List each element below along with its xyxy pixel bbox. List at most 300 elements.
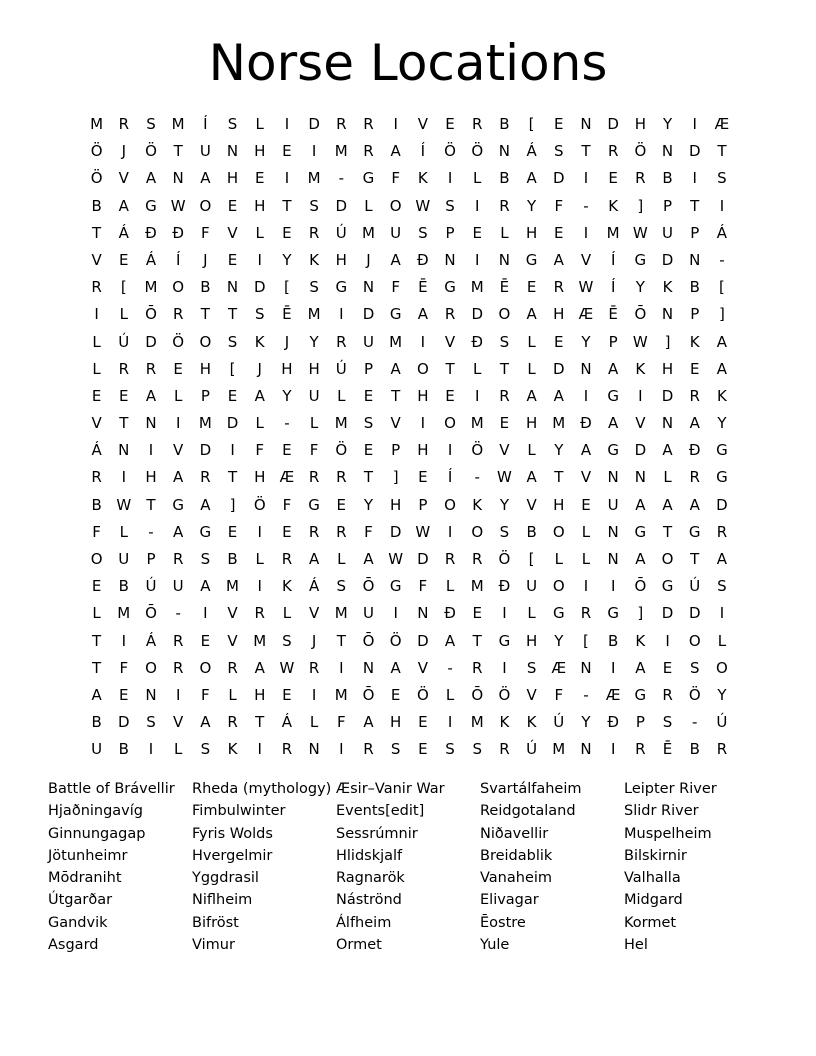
grid-letter: E xyxy=(254,169,265,188)
word-item: Muspelheim xyxy=(624,825,712,842)
grid-letter: Y xyxy=(363,495,374,514)
grid-letter: L xyxy=(228,685,237,704)
grid-letter: Ö xyxy=(253,495,266,514)
grid-letter: R xyxy=(118,359,129,378)
grid-letter: N xyxy=(498,142,511,161)
grid-letter: S xyxy=(146,115,156,133)
grid-letter: E xyxy=(91,386,102,405)
grid-letter: E xyxy=(227,196,238,215)
grid-letter: B xyxy=(499,115,510,133)
grid-letter: A xyxy=(689,495,700,514)
grid-letter: M xyxy=(361,223,375,242)
grid-letter: H xyxy=(417,441,429,460)
grid-letter: T xyxy=(445,359,455,378)
grid-letter: F xyxy=(255,441,265,460)
grid-letter: A xyxy=(390,250,401,269)
grid-row xyxy=(83,492,736,519)
grid-letter: S xyxy=(526,658,537,677)
grid-letter: H xyxy=(553,495,565,514)
grid-letter: T xyxy=(227,468,238,487)
grid-letter: A xyxy=(200,577,211,596)
grid-letter: N xyxy=(607,522,619,541)
grid-letter: R xyxy=(172,305,184,324)
grid-letter: R xyxy=(308,223,320,242)
grid-letter: R xyxy=(635,169,646,188)
grid-letter: F xyxy=(418,577,428,596)
grid-letter: Ō xyxy=(362,577,375,596)
grid-letter: N xyxy=(118,441,130,460)
grid-letter: F xyxy=(201,223,210,242)
grid-letter: - xyxy=(692,713,698,732)
letter-grid xyxy=(83,111,736,764)
grid-row xyxy=(83,301,736,328)
grid-letter: Á xyxy=(145,631,157,650)
grid-letter: D xyxy=(471,305,483,324)
word-item: Náströnd xyxy=(336,892,402,909)
grid-letter: A xyxy=(173,468,184,487)
grid-row xyxy=(83,193,736,220)
grid-letter: I xyxy=(583,386,589,405)
grid-letter: [ xyxy=(120,278,127,297)
grid-letter: L xyxy=(527,604,536,623)
grid-letter: E xyxy=(526,278,537,297)
grid-letter: R xyxy=(308,522,320,541)
grid-letter: S xyxy=(227,332,238,351)
grid-letter: S xyxy=(200,550,211,568)
grid-letter: U xyxy=(362,604,374,623)
word-item: Vanaheim xyxy=(480,870,553,887)
grid-letter: I xyxy=(339,658,344,677)
grid-letter: R xyxy=(363,115,374,133)
grid-letter: E xyxy=(445,386,455,405)
grid-letter: [ xyxy=(283,278,290,297)
word-item: Rheda (mythology) xyxy=(192,781,332,797)
grid-letter: R xyxy=(689,468,700,487)
grid-letter: L xyxy=(92,332,101,351)
word-item: Yule xyxy=(480,937,510,954)
grid-letter: U xyxy=(390,223,402,242)
grid-letter: P xyxy=(690,305,700,324)
grid-letter: B xyxy=(689,278,700,297)
grid-letter: H xyxy=(525,631,538,650)
grid-letter: M xyxy=(552,414,566,433)
grid-letter: D xyxy=(253,278,266,297)
grid-letter: Ú xyxy=(553,713,565,732)
grid-letter: N xyxy=(226,142,239,161)
grid-letter: V xyxy=(580,250,592,269)
grid-letter: A xyxy=(118,196,129,215)
grid-letter: Ú xyxy=(145,577,157,596)
grid-letter: E xyxy=(173,359,183,378)
grid-letter: M xyxy=(334,604,348,623)
grid-letter: W xyxy=(116,495,132,514)
grid-letter: S xyxy=(309,278,319,297)
word-item: Fyris Wolds xyxy=(192,825,273,842)
grid-letter: I xyxy=(610,658,616,677)
grid-letter: A xyxy=(635,658,646,677)
grid-letter: H xyxy=(553,305,565,324)
grid-letter: A xyxy=(308,550,320,568)
grid-letter: V xyxy=(308,604,320,623)
grid-letter: Ō xyxy=(471,685,484,704)
grid-letter: B xyxy=(227,550,238,568)
grid-letter: W xyxy=(578,278,594,297)
word-column xyxy=(480,778,624,956)
grid-letter: B xyxy=(200,278,211,297)
word-item: Gandvik xyxy=(48,914,108,931)
grid-letter: E xyxy=(445,115,455,133)
word-column xyxy=(336,778,480,956)
grid-letter: W xyxy=(388,550,404,568)
grid-letter: E xyxy=(363,386,374,405)
grid-letter: Ð xyxy=(471,332,484,351)
grid-letter: L xyxy=(554,550,563,568)
grid-letter: R xyxy=(499,386,510,405)
grid-row xyxy=(83,600,736,627)
grid-letter: S xyxy=(390,740,401,759)
grid-letter: L xyxy=(717,631,727,650)
grid-letter: [ xyxy=(229,359,236,378)
grid-letter: V xyxy=(444,332,456,351)
grid-letter: Á xyxy=(308,577,320,596)
grid-letter: L xyxy=(255,223,264,242)
grid-letter: N xyxy=(580,740,592,759)
grid-letter: O xyxy=(90,550,103,568)
grid-letter: Y xyxy=(717,685,727,704)
grid-letter: Ö xyxy=(145,142,157,161)
grid-letter: F xyxy=(336,713,346,732)
grid-letter: W xyxy=(632,332,648,351)
grid-letter: W xyxy=(170,196,186,215)
grid-letter: P xyxy=(418,495,428,514)
grid-letter: V xyxy=(91,250,102,269)
grid-letter: T xyxy=(581,142,591,161)
grid-letter: R xyxy=(662,685,673,704)
grid-letter: P xyxy=(608,332,618,351)
grid-letter: G xyxy=(362,169,375,188)
grid-letter: D xyxy=(417,550,429,568)
grid-letter: N xyxy=(444,250,456,269)
grid-letter: A xyxy=(173,522,184,541)
grid-letter: H xyxy=(634,115,646,133)
grid-letter: - xyxy=(447,658,453,677)
word-item: Vimur xyxy=(192,937,235,954)
grid-letter: P xyxy=(391,441,401,460)
grid-letter: Ō xyxy=(362,631,375,650)
grid-letter: E xyxy=(472,604,482,623)
grid-letter: Ē xyxy=(282,305,292,324)
grid-letter: Æ xyxy=(714,115,730,133)
word-list xyxy=(48,778,768,956)
grid-letter: A xyxy=(662,441,673,460)
grid-letter: A xyxy=(526,468,537,487)
grid-letter: Ö xyxy=(634,142,647,161)
grid-letter: R xyxy=(336,332,347,351)
grid-letter: Ō xyxy=(634,577,647,596)
grid-letter: D xyxy=(145,332,157,351)
word-item: Niðavellir xyxy=(480,825,549,842)
grid-letter: O xyxy=(199,332,212,351)
grid-row xyxy=(83,247,736,274)
grid-letter: M xyxy=(307,169,321,188)
grid-letter: Ú xyxy=(335,359,347,378)
grid-letter: ] xyxy=(637,604,644,623)
grid-letter: E xyxy=(390,685,401,704)
grid-letter: U xyxy=(526,577,538,596)
grid-letter: Ō xyxy=(362,685,375,704)
grid-letter: N xyxy=(145,414,157,433)
grid-letter: T xyxy=(391,386,401,405)
grid-letter: H xyxy=(417,386,429,405)
grid-letter: V xyxy=(227,631,238,650)
grid-letter: D xyxy=(118,713,130,732)
grid-letter: G xyxy=(634,685,647,704)
grid-letter: T xyxy=(336,631,346,650)
grid-letter: I xyxy=(692,169,697,188)
grid-letter: E xyxy=(418,468,428,487)
grid-row xyxy=(83,165,736,192)
grid-letter: M xyxy=(470,713,484,732)
grid-letter: G xyxy=(308,495,320,514)
word-item: Útgarðar xyxy=(48,892,113,909)
grid-letter: N xyxy=(362,278,375,297)
grid-letter: L xyxy=(119,522,128,541)
grid-letter: A xyxy=(200,713,211,732)
grid-letter: V xyxy=(526,685,537,704)
grid-letter: V xyxy=(227,604,238,623)
word-item: Svartálfaheim xyxy=(480,781,582,797)
grid-letter: P xyxy=(200,386,210,405)
word-column xyxy=(624,778,768,956)
grid-letter: A xyxy=(553,250,564,269)
grid-letter: B xyxy=(526,522,537,541)
grid-letter: Ō xyxy=(145,604,157,623)
grid-letter: - xyxy=(583,196,589,215)
grid-letter: S xyxy=(499,332,510,351)
grid-letter: D xyxy=(716,495,728,514)
grid-letter: B xyxy=(499,169,510,188)
grid-letter: O xyxy=(444,495,456,514)
grid-letter: L xyxy=(92,359,101,378)
grid-letter: T xyxy=(146,495,156,514)
grid-letter: H xyxy=(308,359,320,378)
grid-letter: N xyxy=(661,414,674,433)
grid-letter: B xyxy=(662,169,673,188)
grid-letter: R xyxy=(444,305,456,324)
grid-letter: Y xyxy=(282,250,292,269)
grid-letter: R xyxy=(472,115,483,133)
grid-letter: H xyxy=(254,196,266,215)
grid-letter: L xyxy=(173,740,183,759)
grid-letter: D xyxy=(607,115,619,133)
grid-letter: D xyxy=(661,250,674,269)
grid-letter: Ö xyxy=(688,685,701,704)
grid-letter: H xyxy=(226,169,239,188)
grid-letter: R xyxy=(580,604,592,623)
grid-letter: Ð xyxy=(444,604,456,623)
grid-letter: L xyxy=(309,713,319,732)
grid-letter: J xyxy=(284,332,290,351)
grid-letter: N xyxy=(145,685,157,704)
grid-letter: M xyxy=(334,685,348,704)
grid-letter: I xyxy=(447,713,453,732)
grid-letter: E xyxy=(200,631,211,650)
grid-letter: A xyxy=(145,386,157,405)
grid-letter: H xyxy=(335,250,347,269)
grid-letter: Ö xyxy=(335,441,348,460)
grid-letter: M xyxy=(171,115,185,133)
grid-letter: G xyxy=(199,522,212,541)
grid-letter: A xyxy=(200,169,211,188)
grid-letter: N xyxy=(580,115,592,133)
grid-letter: R xyxy=(336,468,347,487)
grid-letter: M xyxy=(144,278,158,297)
grid-letter: F xyxy=(391,278,400,297)
grid-letter: N xyxy=(580,359,592,378)
grid-letter: B xyxy=(91,196,102,215)
grid-letter: E xyxy=(336,495,347,514)
grid-letter: Í xyxy=(203,115,208,133)
grid-letter: Ð xyxy=(498,577,511,596)
word-item: Hel xyxy=(624,937,648,954)
grid-letter: A xyxy=(716,359,728,378)
grid-letter: Ú xyxy=(335,223,347,242)
grid-letter: L xyxy=(255,414,264,433)
grid-letter: V xyxy=(227,223,238,242)
grid-letter: G xyxy=(525,250,538,269)
grid-letter: ] xyxy=(392,468,399,487)
word-item: Sessrúmnir xyxy=(336,825,418,842)
grid-letter: Y xyxy=(554,631,564,650)
grid-letter: R xyxy=(308,468,320,487)
grid-letter: T xyxy=(227,305,238,324)
grid-letter: O xyxy=(416,359,429,378)
grid-letter: S xyxy=(336,577,347,596)
grid-letter: A xyxy=(417,305,428,324)
grid-letter: E xyxy=(418,740,428,759)
grid-letter: [ xyxy=(583,631,589,650)
grid-letter: D xyxy=(553,169,565,188)
grid-letter: I xyxy=(94,305,99,324)
grid-letter: Ē xyxy=(418,278,428,297)
grid-letter: J xyxy=(311,631,317,650)
grid-letter: O xyxy=(444,414,456,433)
grid-letter: E xyxy=(418,713,428,732)
grid-letter: I xyxy=(311,142,317,161)
grid-letter: D xyxy=(335,196,348,215)
grid-letter: L xyxy=(500,223,509,242)
grid-letter: I xyxy=(610,577,616,596)
grid-letter: G xyxy=(607,386,619,405)
grid-letter: E xyxy=(499,414,510,433)
grid-letter: I xyxy=(583,169,589,188)
grid-letter: G xyxy=(716,468,728,487)
grid-letter: O xyxy=(199,658,212,677)
grid-letter: I xyxy=(665,631,670,650)
grid-letter: I xyxy=(447,441,453,460)
grid-letter: E xyxy=(282,223,292,242)
grid-letter: L xyxy=(527,441,536,460)
grid-letter: R xyxy=(499,196,510,215)
grid-letter: - xyxy=(474,468,480,487)
grid-letter: W xyxy=(496,468,512,487)
grid-letter: R xyxy=(308,658,320,677)
grid-letter: E xyxy=(119,386,129,405)
grid-letter: V xyxy=(526,495,537,514)
grid-letter: M xyxy=(90,115,104,133)
grid-letter: A xyxy=(716,332,728,351)
grid-letter: D xyxy=(417,631,429,650)
grid-letter: N xyxy=(308,740,320,759)
grid-letter: Í xyxy=(610,250,616,269)
grid-letter: O xyxy=(498,305,511,324)
grid-letter: I xyxy=(719,604,725,623)
grid-letter: G xyxy=(145,196,157,215)
grid-letter: K xyxy=(608,196,619,215)
grid-letter: R xyxy=(145,359,157,378)
grid-letter: U xyxy=(199,142,211,161)
grid-letter: D xyxy=(553,359,565,378)
grid-letter: S xyxy=(445,196,455,215)
grid-letter: T xyxy=(92,223,102,242)
grid-letter: J xyxy=(366,250,371,269)
grid-letter: E xyxy=(689,359,700,378)
grid-row xyxy=(83,220,736,247)
grid-letter: E xyxy=(227,386,238,405)
grid-row xyxy=(83,464,736,491)
grid-letter: O xyxy=(661,550,674,568)
grid-letter: I xyxy=(230,441,235,460)
grid-letter: T xyxy=(200,305,210,324)
grid-letter: R xyxy=(172,631,184,650)
grid-letter: B xyxy=(608,631,619,650)
grid-row xyxy=(83,437,736,464)
grid-letter: Y xyxy=(282,386,292,405)
grid-letter: D xyxy=(199,441,212,460)
grid-letter: I xyxy=(121,631,126,650)
grid-letter: R xyxy=(281,550,293,568)
grid-letter: W xyxy=(415,522,431,541)
grid-letter: Á xyxy=(716,223,728,242)
grid-letter: Í xyxy=(447,468,453,487)
grid-letter: A xyxy=(91,685,102,704)
grid-letter: Ē xyxy=(608,305,618,324)
grid-letter: S xyxy=(282,631,292,650)
grid-letter: I xyxy=(502,604,507,623)
grid-row xyxy=(83,138,736,165)
grid-letter: O xyxy=(716,658,728,677)
grid-letter: B xyxy=(91,495,102,514)
grid-letter: I xyxy=(148,740,154,759)
grid-letter: S xyxy=(445,740,455,759)
grid-letter: Ð xyxy=(145,223,157,242)
grid-letter: H xyxy=(281,359,293,378)
grid-letter: A xyxy=(363,713,374,732)
word-item: Midgard xyxy=(624,892,683,909)
grid-letter: D xyxy=(688,142,701,161)
grid-letter: F xyxy=(554,685,564,704)
grid-letter: I xyxy=(339,740,344,759)
grid-letter: - xyxy=(175,604,181,623)
grid-letter: P xyxy=(635,713,645,732)
grid-letter: S xyxy=(499,522,510,541)
grid-row xyxy=(83,736,736,763)
grid-letter: H xyxy=(199,359,211,378)
grid-letter: ] xyxy=(637,196,644,215)
grid-letter: Y xyxy=(717,414,727,433)
grid-letter: K xyxy=(472,495,483,514)
grid-letter: I xyxy=(447,522,453,541)
